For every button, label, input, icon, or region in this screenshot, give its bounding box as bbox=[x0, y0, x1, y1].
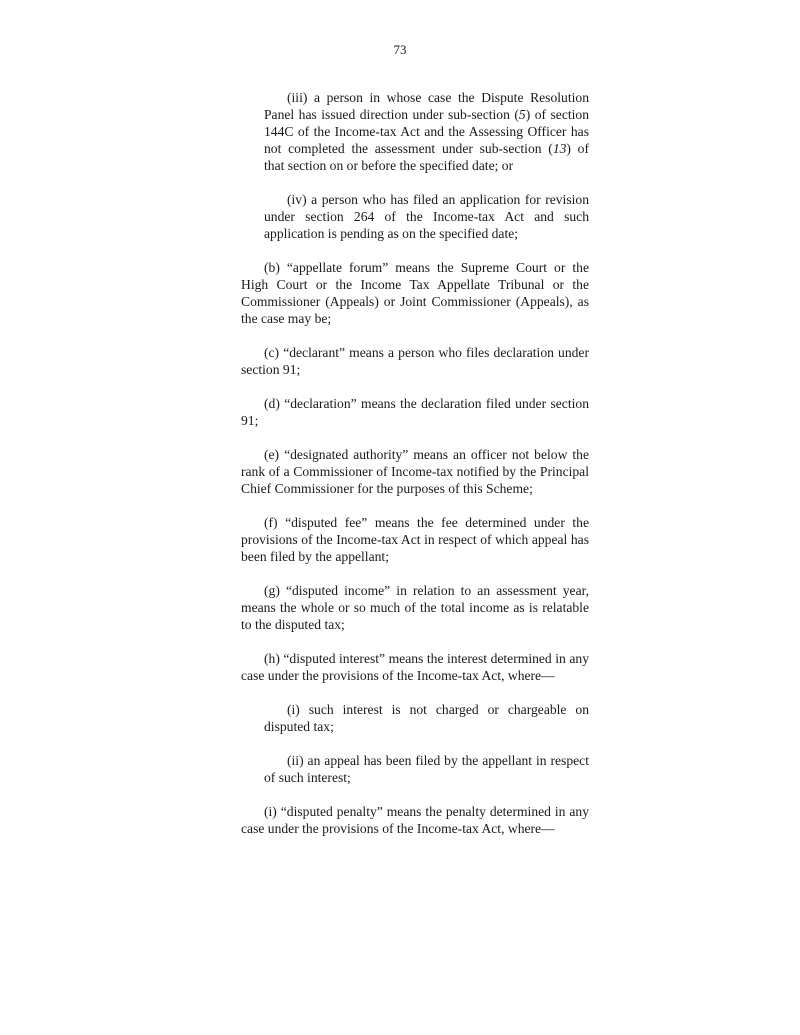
definition-disputed-interest: (h) “disputed interest” means the interest determined in any case under the provisions of the Income-tax Act, where— bbox=[241, 651, 589, 683]
definition-designated-authority: (e) “designated authority” means an officer not below the rank of a Commissioner of Income-tax notified by the Principal Chief Commissioner for the purposes of this Scheme; bbox=[241, 447, 589, 496]
document-body bbox=[241, 89, 589, 837]
page-number: 73 bbox=[393, 42, 407, 57]
definition-disputed-penalty: (i) “disputed penalty” means the penalty determined in any case under the provisions of the Income-tax Act, where— bbox=[241, 804, 589, 836]
clause-iii-text-middle: ) of section 144C of the Income-tax Act and the Assessing Officer has not completed the assessment under sub-section ( bbox=[264, 107, 589, 156]
clause-iii-text-start: (iii) a person in whose case the Dispute Resolution Panel has issued direction under sub-section ( bbox=[264, 90, 589, 122]
clause-iii-text-end: ) of that section on or before the specified date; or bbox=[264, 141, 589, 173]
definition-appellate-forum: (b) “appellate forum” means the Supreme Court or the High Court or the Income Tax Appellate Tribunal or the Commissioner (Appeals) or Joint Commissioner (Appeals), as the case may be; bbox=[241, 260, 589, 326]
disputed-interest-clause-ii: (ii) an appeal has been filed by the appellant in respect of such interest; bbox=[264, 753, 589, 785]
clause-iii-paragraph bbox=[264, 89, 589, 174]
sub-section-number-5: 5 bbox=[518, 107, 526, 122]
disputed-interest-clause-i: (i) such interest is not charged or chargeable on disputed tax; bbox=[264, 702, 589, 734]
sub-section-number-13: 13 bbox=[552, 141, 567, 156]
definition-declarant: (c) “declarant” means a person who files declaration under section 91; bbox=[241, 345, 589, 377]
definition-disputed-fee: (f) “disputed fee” means the fee determined under the provisions of the Income-tax Act in respect of which appeal has been filed by the appellant; bbox=[241, 515, 589, 564]
definition-declaration: (d) “declaration” means the declaration filed under section 91; bbox=[241, 396, 589, 428]
definition-disputed-income: (g) “disputed income” in relation to an assessment year, means the whole or so much of the total income as is relatable to the disputed tax; bbox=[241, 583, 589, 632]
clause-iv-paragraph: (iv) a person who has filed an application for revision under section 264 of the Income-tax Act and such application is pending as on the specified date; bbox=[264, 192, 589, 241]
